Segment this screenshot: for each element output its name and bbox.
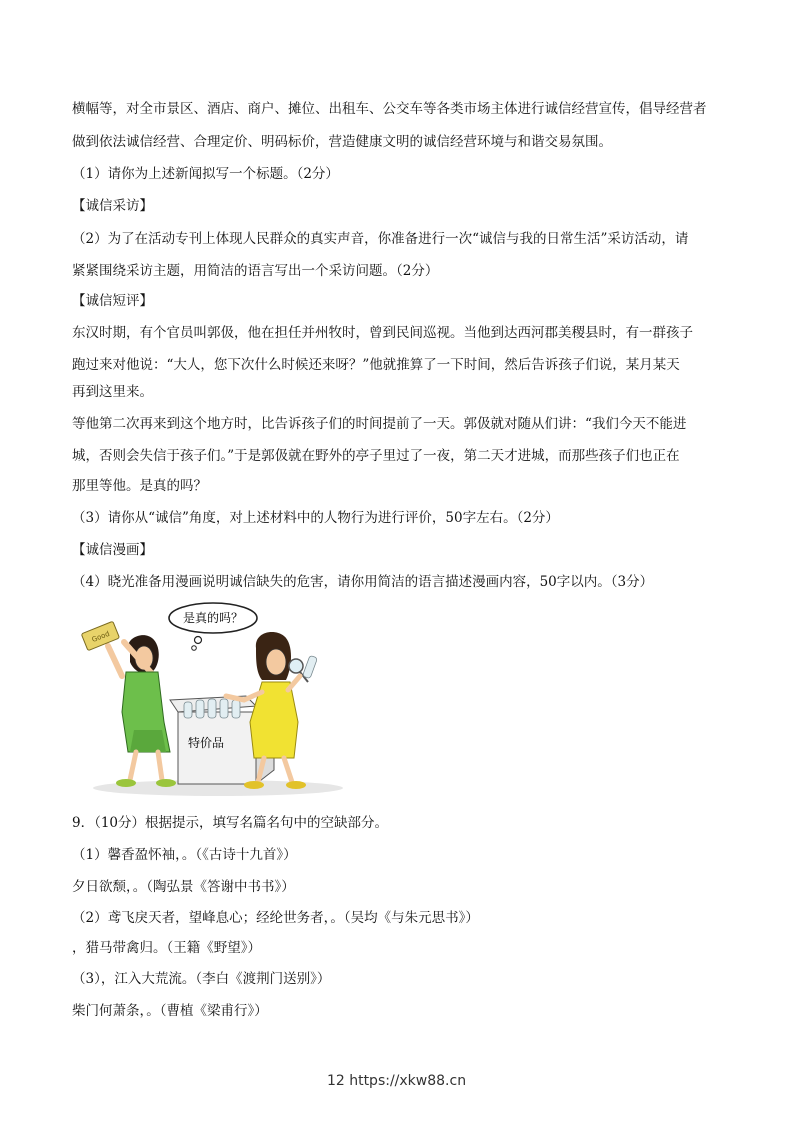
text-line: 跑过来对他说：“大人，您下次什么时候还来呀？”他就推算了一下时间，然后告诉孩子们说，某月某天 bbox=[72, 357, 680, 373]
cartoon-illustration bbox=[78, 602, 346, 798]
woman-left-figure bbox=[81, 621, 176, 787]
question-1: （1）请你为上述新闻拟写一个标题。（2分） bbox=[72, 166, 339, 182]
speech-bubble bbox=[169, 603, 257, 650]
money-note-icon bbox=[81, 621, 119, 650]
text-line: 做到依法诚信经营、合理定价、明码标价，营造健康文明的诚信经营环境与和谐交易氛围。 bbox=[72, 134, 612, 150]
question-2: （2）为了在活动专刊上体现人民群众的真实声音，你准备进行一次“诚信与我的日常生活”采访活动，请 bbox=[72, 231, 689, 247]
section-heading-interview: 【诚信采访】 bbox=[72, 198, 153, 214]
question-9-heading: 9．（10分）根据提示，填写名篇名句中的空缺部分。 bbox=[72, 815, 389, 831]
bubble-text: 是真的吗？ bbox=[182, 611, 244, 625]
poem-line: （1）馨香盈怀袖，。（《古诗十九首》） bbox=[72, 847, 297, 863]
text-line: 那里等他。是真的吗？ bbox=[72, 478, 207, 494]
poem-line: 夕日欲颓，。（陶弘景《答谢中书书》） bbox=[72, 879, 295, 895]
text-line: 东汉时期，有个官员叫郭伋，他在担任并州牧时，曾到民间巡视。当他到达西河郡美稷县时，有一群孩子 bbox=[72, 325, 693, 341]
svg-text:Good: Good bbox=[90, 629, 111, 645]
text-line: 横幅等，对全市景区、酒店、商户、摊位、出租车、公交车等各类市场主体进行诚信经营宣传，倡导经营者 bbox=[72, 101, 707, 117]
section-heading-cartoon: 【诚信漫画】 bbox=[72, 542, 153, 558]
poem-line: 柴门何萧条，。（曹植《梁甫行》） bbox=[72, 1003, 268, 1019]
box-label: 特价品 bbox=[187, 736, 225, 750]
question-4: （4）晓光准备用漫画说明诚信缺失的危害，请你用简洁的语言描述漫画内容，50字以内。（3分） bbox=[72, 574, 654, 590]
text-line: 紧紧围绕采访主题，用简洁的语言写出一个采访问题。（2分） bbox=[72, 263, 439, 279]
text-line: 城，否则会失信于孩子们。”于是郭伋就在野外的亭子里过了一夜，第二天才进城，而那些孩子们也正在 bbox=[72, 448, 680, 464]
text-line: 等他第二次再来到这个地方时，比告诉孩子们的时间提前了一天。郭伋就对随从们讲：“我们今天不能进 bbox=[72, 416, 687, 432]
section-heading-review: 【诚信短评】 bbox=[72, 293, 153, 309]
question-3: （3）请你从“诚信”角度，对上述材料中的人物行为进行评价，50字左右。（2分） bbox=[72, 510, 559, 526]
poem-line: ，猎马带禽归。（王籍《野望》） bbox=[72, 940, 261, 956]
text-line: 再到这里来。 bbox=[72, 384, 153, 400]
page-footer: 12 https://xkw88.cn bbox=[326, 1073, 467, 1089]
poem-line: （2）鸢飞戾天者，望峰息心；经纶世务者，。（吴均《与朱元思书》） bbox=[72, 910, 479, 926]
poem-line: （3），江入大荒流。（李白《渡荆门送别》） bbox=[72, 971, 331, 987]
